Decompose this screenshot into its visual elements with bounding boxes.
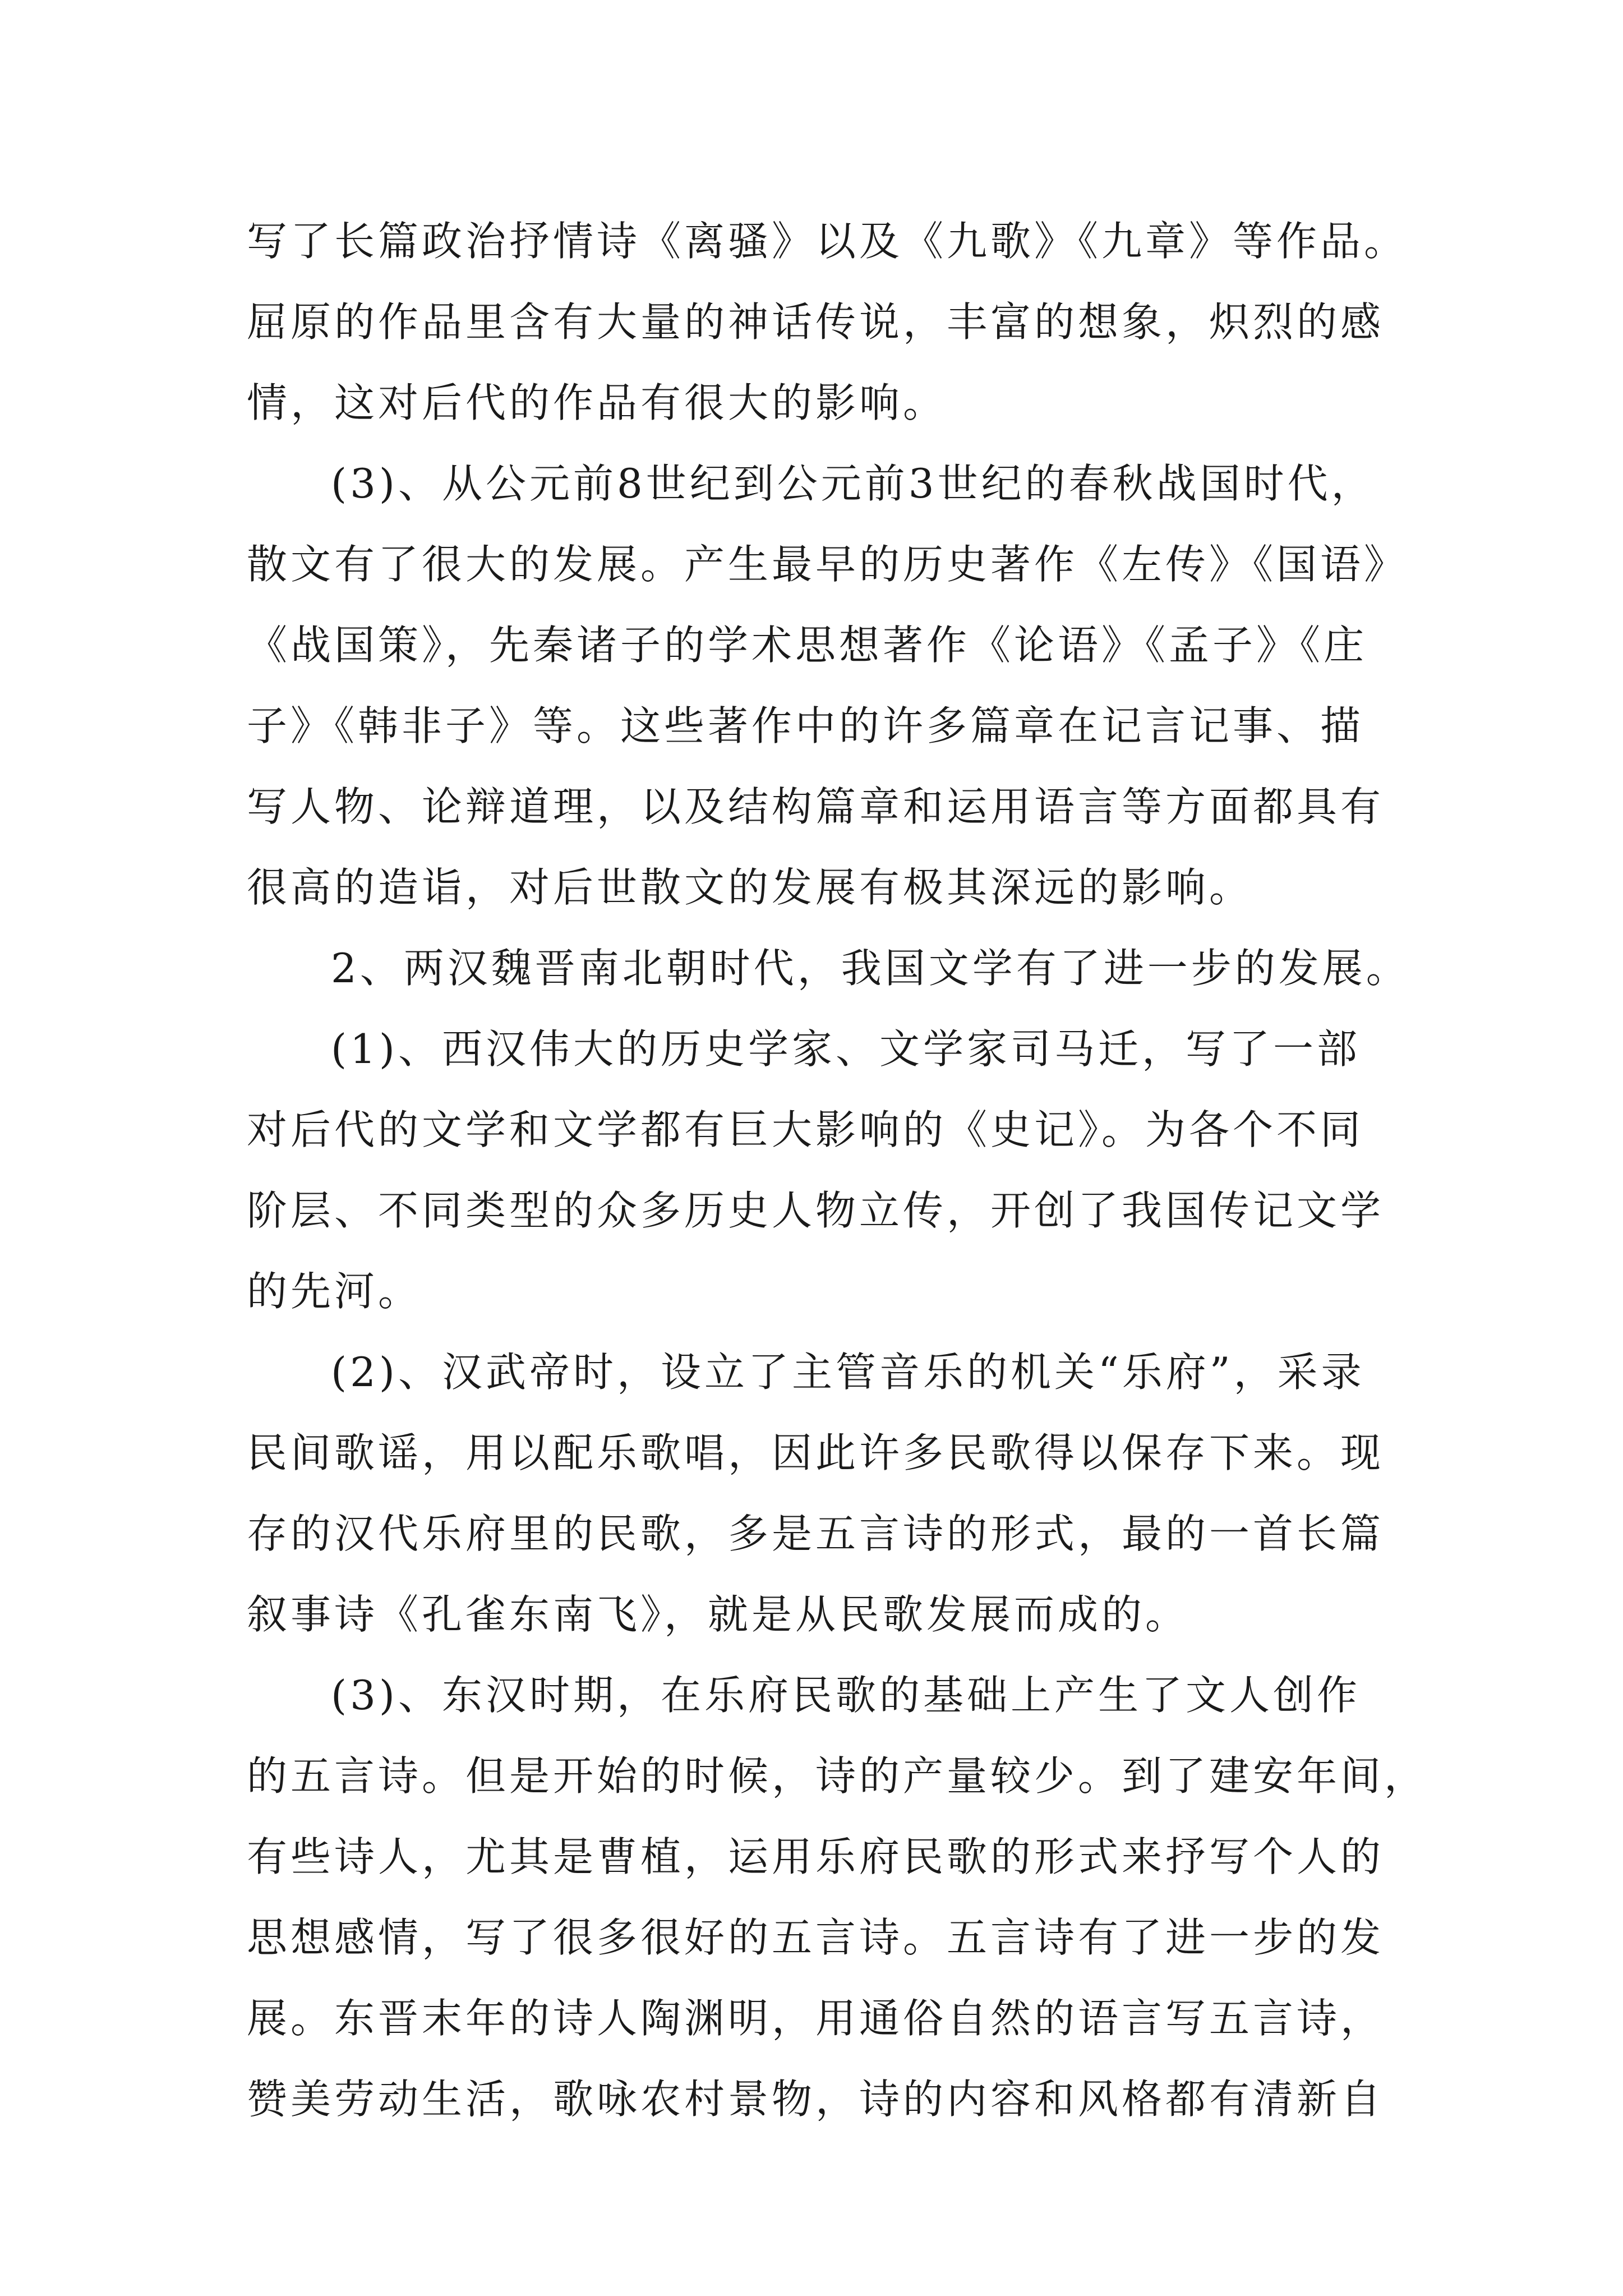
text-line: 思想感情，写了很多很好的五言诗。五言诗有了进一步的发: [247, 1914, 1385, 1961]
text-line: 阶层、不同类型的众多历史人物立传，开创了我国传记文学: [247, 1187, 1385, 1234]
text-line: 的五言诗。但是开始的时候，诗的产量较少。到了建安年间，: [247, 1752, 1428, 1800]
text-line: 很高的造诣，对后世散文的发展有极其深远的影响。: [247, 864, 1253, 911]
text-line: 子》《韩非子》等。这些著作中的许多篇章在记言记事、描: [247, 702, 1364, 749]
text-line: 《战国策》，先秦诸子的学术思想著作《论语》《孟子》《庄: [247, 622, 1368, 669]
text-line: (3)、从公元前8世纪到公元前3世纪的春秋战国时代，: [331, 460, 1375, 507]
text-line: 展。东晋末年的诗人陶渊明，用通俗自然的语言写五言诗，: [247, 1995, 1385, 2042]
text-line: 存的汉代乐府里的民歌，多是五言诗的形式，最的一首长篇: [247, 1510, 1385, 1557]
text-line: 写了长篇政治抒情诗《离骚》以及《九歌》《九章》等作品。: [247, 218, 1408, 265]
text-line: (3)、东汉时期，在乐府民歌的基础上产生了文人创作: [331, 1672, 1361, 1719]
text-line: 对后代的文学和文学都有巨大影响的《史记》。为各个不同: [247, 1106, 1364, 1153]
text-line: 有些诗人，尤其是曹植，运用乐府民歌的形式来抒写个人的: [247, 1833, 1385, 1880]
text-line: (1)、西汉伟大的历史学家、文学家司马迁，写了一部: [331, 1025, 1361, 1073]
text-line: 散文有了很大的发展。产生最早的历史著作《左传》《国语》: [247, 541, 1408, 588]
text-line: 民间歌谣，用以配乐歌唱，因此许多民歌得以保存下来。现: [247, 1429, 1385, 1476]
text-line: 写人物、论辩道理，以及结构篇章和运用语言等方面都具有: [247, 783, 1385, 830]
text-line: 叙事诗《孔雀东南飞》，就是从民歌发展而成的。: [247, 1591, 1189, 1638]
text-line: 2、两汉魏晋南北朝时代，我国文学有了进一步的发展。: [331, 945, 1410, 992]
text-line: 情，这对后代的作品有很大的影响。: [247, 379, 947, 426]
text-line: (2)、汉武帝时，设立了主管音乐的机关“乐府”，采录: [331, 1349, 1365, 1396]
text-line: 的先河。: [247, 1268, 422, 1315]
document-body: [247, 201, 1428, 2139]
text-line: 赞美劳动生活，歌咏农村景物，诗的内容和风格都有清新自: [247, 2076, 1385, 2123]
text-line: 屈原的作品里含有大量的神话传说，丰富的想象，炽烈的感: [247, 298, 1385, 346]
